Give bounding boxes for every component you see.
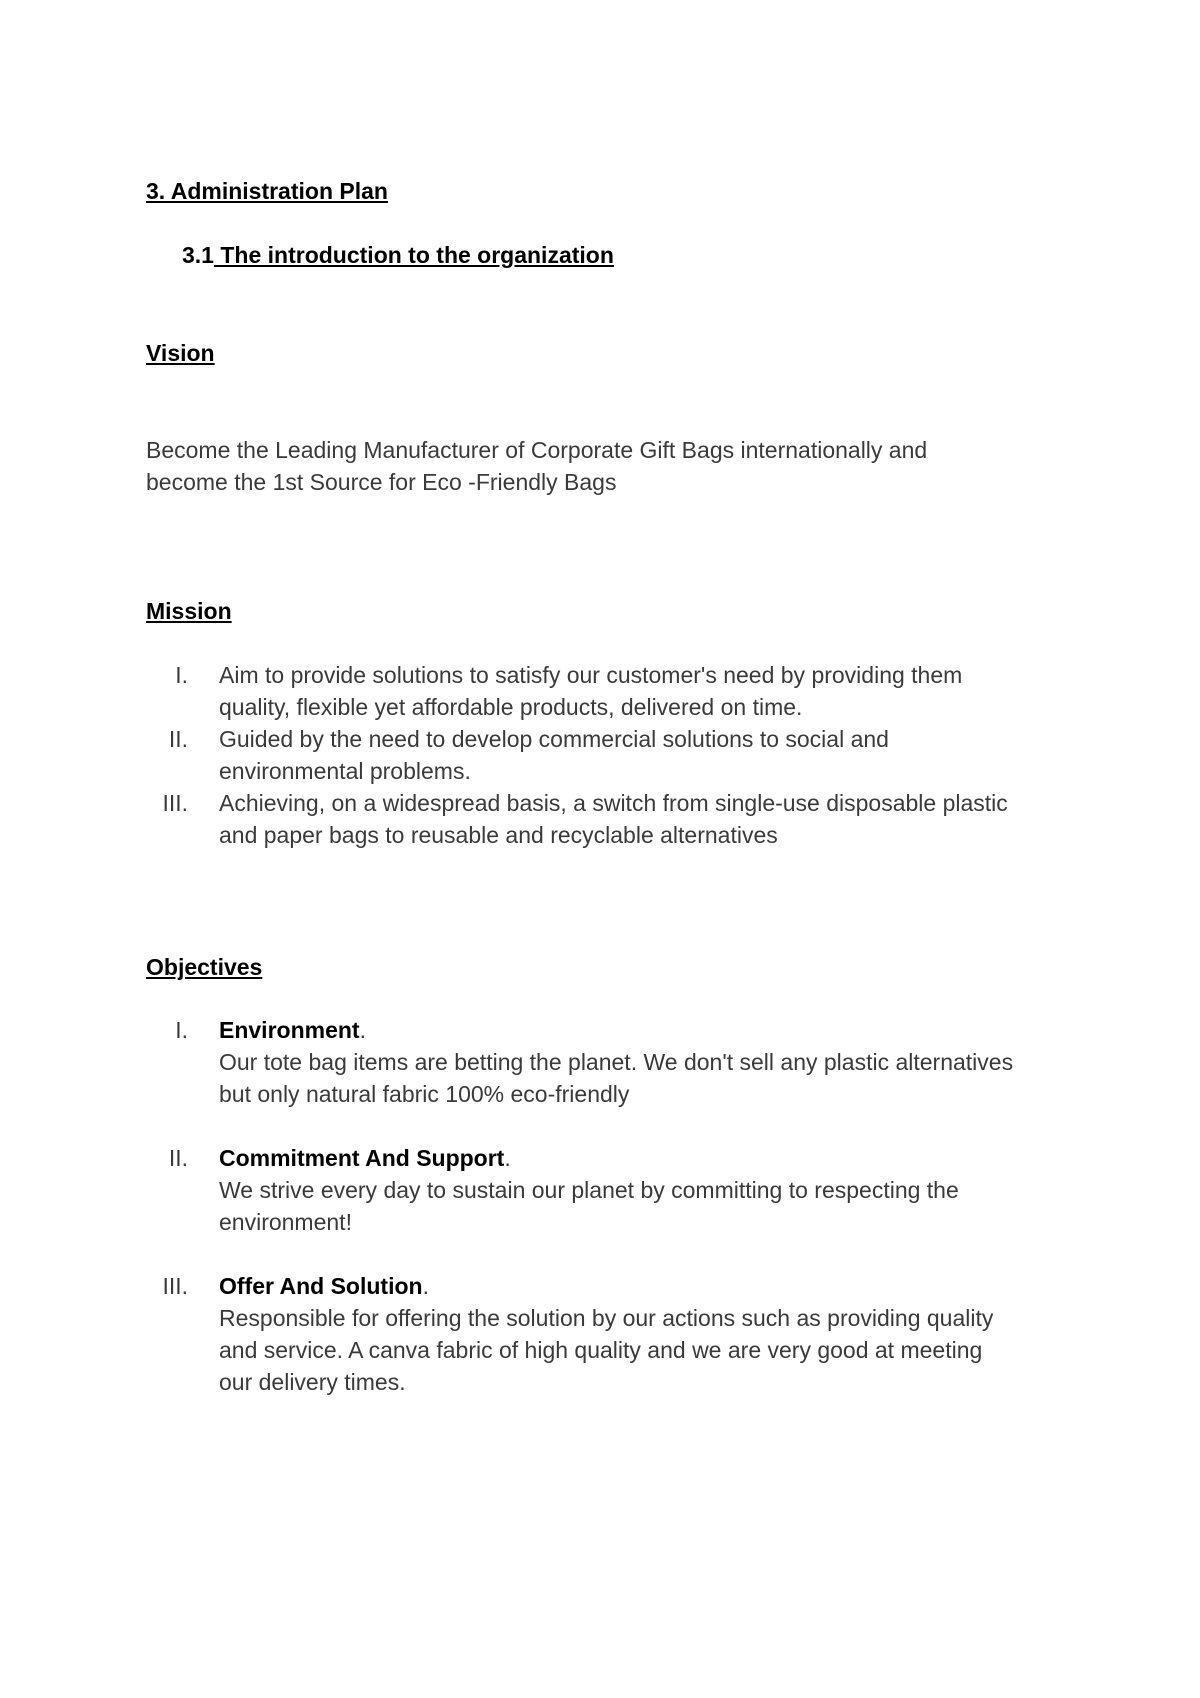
mission-item [146,723,1096,787]
mission-list [146,659,1096,851]
objectives-heading: Objectives [146,954,263,980]
mission-item [146,787,1096,851]
mission-line: and paper bags to reusable and recyclable alternatives [219,822,778,848]
objective-line: and service. A canva fabric of high quality and we are very good at meeting [219,1337,983,1363]
objective-punct: . [504,1145,511,1171]
objective-title: Offer And Solution [219,1273,423,1299]
objective-title: Environment [219,1017,360,1043]
mission-heading: Mission [146,598,232,624]
section-subtitle [182,242,614,269]
vision-heading: Vision [146,340,215,366]
objective-line: our delivery times. [219,1369,406,1395]
list-number: III. [162,1273,188,1299]
mission-line: Aim to provide solutions to satisfy our customer's need by providing them [219,662,963,688]
objective-line: environment! [219,1209,352,1235]
objective-line: but only natural fabric 100% eco-friendly [219,1081,630,1107]
objective-line: We strive every day to sustain our planet by committing to respecting the [219,1177,959,1203]
objective-title: Commitment And Support [219,1145,505,1171]
vision-text [146,434,1046,498]
mission-line: Guided by the need to develop commercial solutions to social and [219,726,889,752]
list-number: II. [168,1145,188,1171]
objective-line: Our tote bag items are betting the planet. We don't sell any plastic alternatives [219,1049,1014,1075]
subtitle-number: 3.1 [182,242,214,268]
objective-punct: . [359,1017,366,1043]
subtitle-text: The introduction to the organization [213,242,614,268]
mission-line: environmental problems. [219,758,471,784]
vision-line: become the 1st Source for Eco -Friendly Bags [146,469,617,495]
vision-line: Become the Leading Manufacturer of Corporate Gift Bags internationally and [146,437,928,463]
mission-line: Achieving, on a widespread basis, a switch from single-use disposable plastic [219,790,1008,816]
mission-line: quality, flexible yet affordable products, delivered on time. [219,694,803,720]
mission-item [146,659,1096,723]
objective-line: Responsible for offering the solution by our actions such as providing quality [219,1305,994,1331]
objective-punct: . [422,1273,429,1299]
objective-item [146,1014,1096,1110]
page-title: 3. Administration Plan [146,178,388,204]
list-number: III. [162,790,188,816]
list-number: I. [175,1017,188,1043]
list-number: II. [168,726,188,752]
list-number: I. [175,662,188,688]
objective-item [146,1142,1096,1238]
objective-item [146,1270,1096,1398]
objectives-list [146,1014,1096,1430]
